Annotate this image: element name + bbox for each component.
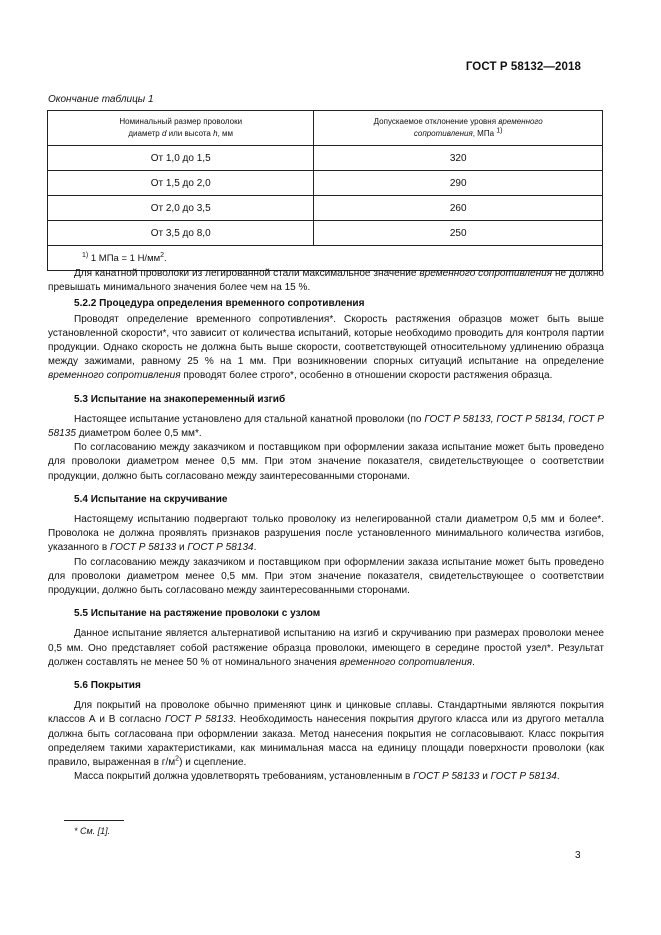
cell-value: 250 (314, 221, 603, 246)
document-header: ГОСТ Р 58132—2018 (465, 61, 581, 73)
document-body (48, 267, 604, 785)
cell-range: От 2,0 до 3,5 (48, 196, 314, 221)
col-header-dev-italic1: временного (498, 117, 543, 126)
col-header-size-text2: или высота (166, 129, 214, 138)
standard-ref: ГОСТ Р 58133 (164, 714, 234, 726)
symbol-h: h (213, 129, 218, 138)
text: и (479, 771, 491, 783)
paragraph: По согласованию между заказчиком и поставщиком при оформлении заказа испытание может быть проведено для проволоки диаметром менее 0,5 мм. При этом значение показателя, свидетельствующее о соответствии продукции, должно быть согласовано между заинтересованными сторонами. (48, 556, 604, 597)
text: Настоящее испытание установлено для стальной канатной проволоки (по (74, 413, 425, 425)
section-heading-5-3: 5.3 Испытание на знакопеременный изгиб (74, 393, 286, 405)
cell-value: 260 (314, 196, 603, 221)
standard-ref: ГОСТ Р 58134 (187, 542, 254, 554)
note-exponent: 2 (160, 251, 165, 259)
table-row (48, 146, 603, 171)
text: проводят более строго*, особенно в отношении скорости растяжения образца. (180, 370, 553, 382)
text: . (253, 542, 257, 554)
table-caption: Окончание таблицы 1 (48, 94, 154, 105)
symbol-d: d (161, 129, 167, 138)
standard-ref: ГОСТ Р 58133, ГОСТ Р 58134, ГОСТ Р 58135 (48, 413, 604, 440)
col-header-size-line1: Номинальный размер проволоки (119, 117, 243, 126)
deviation-table (47, 110, 603, 271)
col-header-size-text: диаметр (128, 129, 162, 138)
standard-ref: ГОСТ Р 58133 (413, 771, 480, 783)
term: временного сопротивления (48, 370, 181, 382)
text: диаметром более 0,5 мм*. (75, 428, 202, 440)
note-text: 1 МПа = 1 Н/мм (88, 252, 161, 264)
text: . (472, 656, 475, 668)
paragraph (48, 267, 604, 295)
paragraph: По согласованию между заказчиком и поставщиком при оформлении заказа испытание может быть проведено для проволоки диаметром менее 0,5 мм. При этом значение показателя, свидетельствующее о соответствии продукции, должно быть согласовано между заинтересованными сторонами. (48, 442, 604, 482)
term: временного сопротивления (339, 656, 473, 668)
paragraph (48, 513, 604, 556)
note-end: . (164, 252, 167, 264)
footnote-separator (64, 820, 124, 821)
paragraph (48, 413, 604, 441)
table-row (48, 221, 603, 246)
cell-range: От 1,0 до 1,5 (48, 146, 314, 171)
section-heading-5-5: 5.5 Испытание на растяжение проволоки с узлом (74, 608, 321, 620)
text: Данное испытание является альтернативой испытанию на изгиб и скручиванию при размерах проволоки менее 0,5 мм. Оно представляет собой растяжение образца проволоки, имеющего в середине простой узел*. Результат должен составлять не менее 50 % от номинального значения (48, 628, 604, 668)
col-header-deviation (314, 111, 603, 146)
table-row (48, 171, 603, 196)
standard-ref: ГОСТ Р 58133 (109, 542, 177, 554)
paragraph (48, 627, 604, 670)
text: ) и сцепление. (179, 757, 247, 769)
text: Настоящему испытанию подвергают только проволоку из нелегированной стали диаметром 0,5 мм и более*. Проволока не должна проявлять признаков разрушения после установленного минимального количества изгибов, указанного в (48, 514, 604, 554)
cell-value: 320 (314, 146, 603, 171)
text: Для канатной проволоки из легированной стали максимальное значение (74, 268, 420, 279)
table-header-row (48, 111, 603, 146)
note-marker: 1) (82, 251, 89, 259)
col-header-size-unit: , мм (217, 129, 234, 138)
table-row (48, 196, 603, 221)
col-header-dev-text: Допускаемое отклонение уровня (373, 117, 499, 126)
cell-range: От 1,5 до 2,0 (48, 171, 314, 196)
paragraph (48, 313, 604, 384)
text: . Необходимость нанесения покрытия другого класса или из другого металла должна быть согласована при оформлении заказа. Метод нанесения покрытия не согласовывают. Класс покрытия определяем такими характеристиками, как минимальная масса на единицу площади поверхности проволоки (как правило, выраженная в г/м (48, 714, 604, 769)
section-heading-5-4: 5.4 Испытание на скручивание (74, 493, 228, 505)
text: . (556, 771, 560, 783)
paragraph (48, 699, 604, 770)
cell-value: 290 (314, 171, 603, 196)
col-header-dev-italic2: сопротивления (413, 129, 473, 138)
standard-ref: ГОСТ Р 58134 (490, 771, 557, 783)
col-header-dev-unit: , МПа (472, 129, 497, 138)
footnote: * См. [1]. (74, 826, 111, 836)
col-header-size (48, 111, 314, 146)
text: Для покрытий на проволоке обычно применяют цинк и цинковые сплавы. Стандартными являются покрытия классов А и В согласно (48, 700, 604, 726)
cell-range: От 3,5 до 8,0 (48, 221, 314, 246)
section-heading-5-2-2: 5.2.2 Процедура определения временного сопротивления (74, 298, 365, 310)
exponent: 2 (175, 755, 180, 763)
term: временного сопротивления (419, 268, 553, 279)
paragraph (48, 770, 604, 784)
page-number: 3 (575, 850, 581, 861)
section-heading-5-6: 5.6 Покрытия (74, 680, 141, 692)
col-header-dev-sup: 1) (496, 127, 503, 135)
text: Масса покрытий должна удовлетворять требованиям, установленным в (74, 771, 414, 783)
text: Проводят определение временного сопротивления*. Скорость растяжения образцов может быть выше установленной скорости*, что зависит от количества испытаний, которые необходимо проводить для контроля партии продукции. Однако скорость не должна быть выше скорости, соответствующей относительному удлинению образца между зажимами, равному 25 % на 1 мм. При возникновении спорных ситуаций испытание на определение (48, 313, 604, 368)
text: не должно превышать минимального значения более чем на 15 %. (48, 268, 604, 294)
text: и (176, 542, 188, 554)
